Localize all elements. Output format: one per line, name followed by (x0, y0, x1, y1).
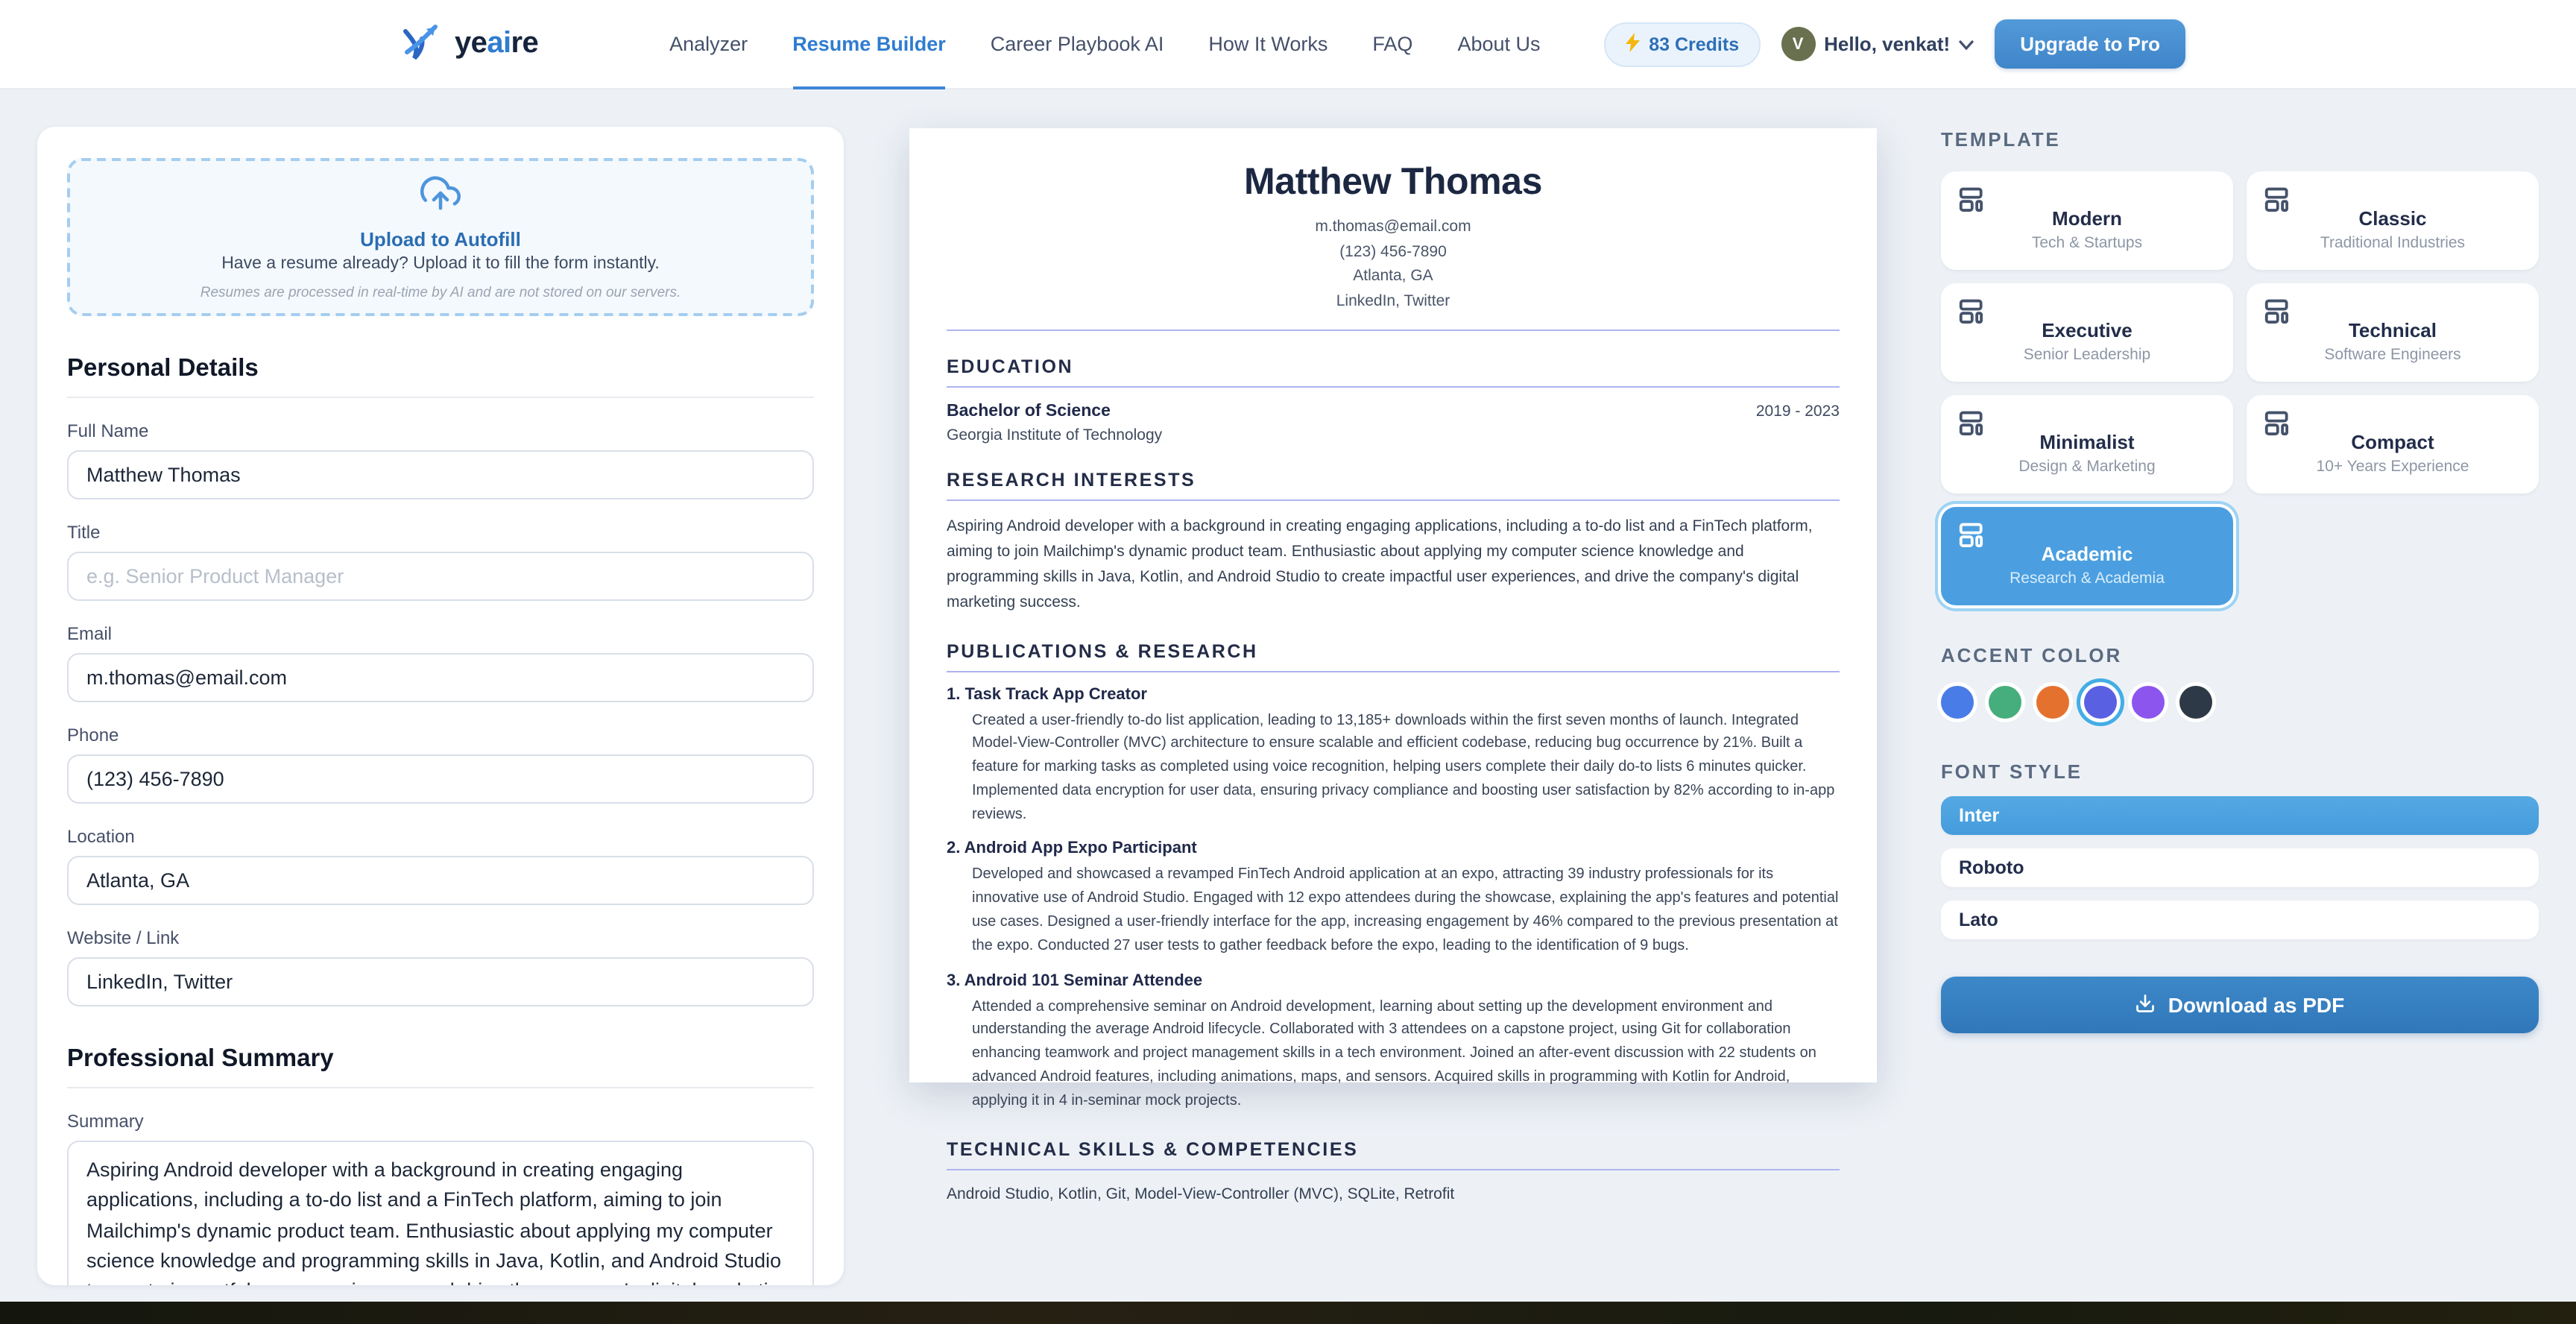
accent-swatch-dark[interactable] (2179, 686, 2212, 719)
brand-name: yeaire (455, 27, 539, 60)
resume-section-skills: TECHNICAL SKILLS & COMPETENCIES (947, 1138, 1840, 1170)
main-nav (669, 0, 1540, 89)
nav-item-resume-builder[interactable]: Resume Builder (792, 0, 946, 89)
resume-section-publications: PUBLICATIONS & RESEARCH (947, 640, 1840, 672)
field-location (67, 826, 814, 905)
phone-label: Phone (67, 725, 119, 745)
accent-color-label: ACCENT COLOR (1941, 644, 2123, 666)
download-icon (2135, 992, 2156, 1018)
bolt-icon (1625, 32, 1641, 56)
resume-contact-location: Atlanta, GA (1353, 267, 1433, 285)
credits-badge[interactable] (1604, 22, 1760, 66)
font-option-lato[interactable]: Lato (1941, 901, 2539, 939)
template-card-academic[interactable]: Academic Research & Academia (1941, 507, 2233, 605)
phone-input[interactable] (67, 754, 814, 804)
nav-item-about-us[interactable]: About Us (1457, 33, 1541, 55)
template-card-technical[interactable]: Technical Software Engineers (2247, 283, 2539, 382)
publication-body: Developed and showcased a revamped FinTech Android application at an expo, attracting 39 industry professionals for its innovative use of Android Studio. Engaged with 12 expo attendees during the showcase, explaining the app's features and potential use cases. Designed a user-friendly interface for the app, increasing engagement by 46% compared to the previous presentation at the expo. Conducted 27 user tests to gather feedback before the expo, leading to the identification of 9 bugs. (972, 866, 1839, 954)
brand-logo[interactable] (400, 18, 538, 70)
publication-body: Created a user-friendly to-do list application, leading to 13,185+ downloads within the first seven months of launch. Integrated Model-View-Controller (MVC) architecture to ensure scalable and efficient codebase, reducing bug occurrence by 21%. Built a feature for marking tasks as completed using voice recognition, helping users complete their daily do-to lists 6 minutes quicker. Implemented data encryption for user data, ensuring privacy compliance and boosting user satisfaction by 82% according to in-app reviews. (972, 712, 1835, 823)
brand-icon (400, 18, 444, 70)
website-input[interactable] (67, 957, 814, 1006)
education-row (947, 402, 1840, 420)
upload-dropzone[interactable] (67, 158, 814, 316)
education-school: Georgia Institute of Technology (947, 426, 1163, 444)
publication-item (947, 685, 1840, 827)
nav-item-career-playbook-ai[interactable]: Career Playbook AI (990, 33, 1164, 55)
field-email (67, 623, 814, 702)
professional-summary-heading: Professional Summary (67, 1045, 814, 1088)
resume-preview (909, 128, 1877, 1203)
upgrade-to-pro-button[interactable]: Upgrade to Pro (1995, 19, 2185, 69)
education-dates: 2019 - 2023 (1755, 402, 1840, 420)
publication-title: 3. Android 101 Seminar Attendee (947, 971, 1203, 990)
accent-swatch-purple[interactable] (2132, 686, 2165, 719)
upload-title: Upload to Autofill (360, 228, 521, 250)
resume-contact-phone: (123) 456-7890 (1339, 242, 1447, 260)
layout-icon (2263, 185, 2291, 221)
field-title (67, 522, 814, 601)
field-full-name (67, 420, 814, 499)
layout-icon (1957, 185, 1986, 221)
resume-header-divider (947, 329, 1840, 330)
email-input[interactable] (67, 653, 814, 702)
accent-swatch-orange[interactable] (2036, 686, 2069, 719)
accent-swatch-green[interactable] (1989, 686, 2021, 719)
resume-section-education: EDUCATION (947, 356, 1840, 387)
accent-swatches (1941, 686, 2539, 719)
publication-body: Attended a comprehensive seminar on Android development, learning about setting up the development environment and understanding the average Android lifecycle. Collaborated with 3 attendees on a capstone project, using Git for collaboration enhancing teamwork and project management skills in a tech environment. Joined an after-event discussion with 22 students on advanced Android features, including animations, maps, and sensors. Acquired skills in programming with Kotlin for Android, applying it in 4 in-seminar mock projects. (972, 998, 1816, 1109)
upload-cloud-icon (420, 173, 461, 221)
research-paragraph: Aspiring Android developer with a background in creating engaging applications, including a to-do list and a FinTech platform, aiming to join Mailchimp's dynamic product team. Enthusiastic about applying my computer science knowledge and programming skills in Java, Kotlin, and Android Studio to create impactful user experiences, and drive the company's digital marketing success. (947, 517, 1813, 611)
layout-icon (2263, 297, 2291, 332)
upload-subtitle: Have a resume already? Upload it to fill the form instantly. (221, 255, 660, 273)
full-name-label: Full Name (67, 420, 149, 441)
publication-title: 1. Task Track App Creator (947, 685, 1147, 703)
font-options (1941, 796, 2539, 939)
education-degree: Bachelor of Science (947, 402, 1111, 420)
resume-section-research: RESEARCH INTERESTS (947, 469, 1840, 500)
chevron-down-icon (1959, 31, 1974, 57)
title-input[interactable] (67, 552, 814, 601)
customization-panel (1941, 127, 2539, 1033)
publication-item (947, 840, 1840, 958)
user-greeting: Hello, venkat! (1824, 33, 1951, 55)
personal-details-heading: Personal Details (67, 355, 814, 398)
location-input[interactable] (67, 856, 814, 905)
nav-item-how-it-works[interactable]: How It Works (1208, 33, 1328, 55)
template-card-modern[interactable]: Modern Tech & Startups (1941, 171, 2233, 270)
field-phone (67, 725, 814, 804)
template-card-classic[interactable]: Classic Traditional Industries (2247, 171, 2539, 270)
field-summary (67, 1111, 814, 1285)
user-menu[interactable] (1781, 27, 1974, 61)
field-website (67, 927, 814, 1006)
layout-icon (2263, 409, 2291, 444)
download-pdf-button[interactable] (1941, 977, 2539, 1033)
publication-title: 2. Android App Expo Participant (947, 839, 1197, 858)
download-label: Download as PDF (2168, 993, 2345, 1017)
nav-item-faq[interactable]: FAQ (1372, 33, 1413, 55)
resume-form-card (37, 127, 844, 1285)
location-label: Location (67, 826, 135, 847)
header-right (1604, 19, 2185, 69)
upload-note: Resumes are processed in real-time by AI and are not stored on our servers. (200, 285, 681, 301)
full-name-input[interactable] (67, 450, 814, 499)
template-section-label: TEMPLATE (1941, 128, 2061, 151)
website-label: Website / Link (67, 927, 180, 948)
resume-contact-links: LinkedIn, Twitter (1336, 291, 1450, 309)
title-label: Title (67, 522, 101, 543)
font-option-inter[interactable]: Inter (1941, 796, 2539, 835)
background-image-strip (0, 1302, 2576, 1324)
resume-name: Matthew Thomas (1244, 161, 1542, 203)
template-card-executive[interactable]: Executive Senior Leadership (1941, 283, 2233, 382)
email-label: Email (67, 623, 113, 644)
top-navbar (0, 0, 2576, 89)
publication-item (947, 971, 1840, 1113)
template-card-compact[interactable]: Compact 10+ Years Experience (2247, 395, 2539, 494)
summary-textarea[interactable] (67, 1141, 814, 1285)
layout-icon (1957, 409, 1986, 444)
font-option-roboto[interactable]: Roboto (1941, 848, 2539, 887)
resume-contact-email: m.thomas@email.com (1315, 218, 1471, 236)
font-style-label: FONT STYLE (1941, 760, 2083, 783)
layout-icon (1957, 297, 1986, 332)
template-grid (1941, 171, 2539, 605)
credits-count: 83 Credits (1649, 34, 1740, 54)
summary-label: Summary (67, 1111, 144, 1132)
nav-item-analyzer[interactable]: Analyzer (669, 33, 748, 55)
accent-swatch-indigo[interactable] (2084, 686, 2117, 719)
accent-swatch-blue[interactable] (1941, 686, 1974, 719)
layout-icon (1957, 520, 1986, 556)
avatar[interactable]: V (1781, 27, 1815, 61)
template-card-minimalist[interactable]: Minimalist Design & Marketing (1941, 395, 2233, 494)
skills-line: Android Studio, Kotlin, Git, Model-View-Controller (MVC), SQLite, Retrofit (947, 1185, 1455, 1203)
